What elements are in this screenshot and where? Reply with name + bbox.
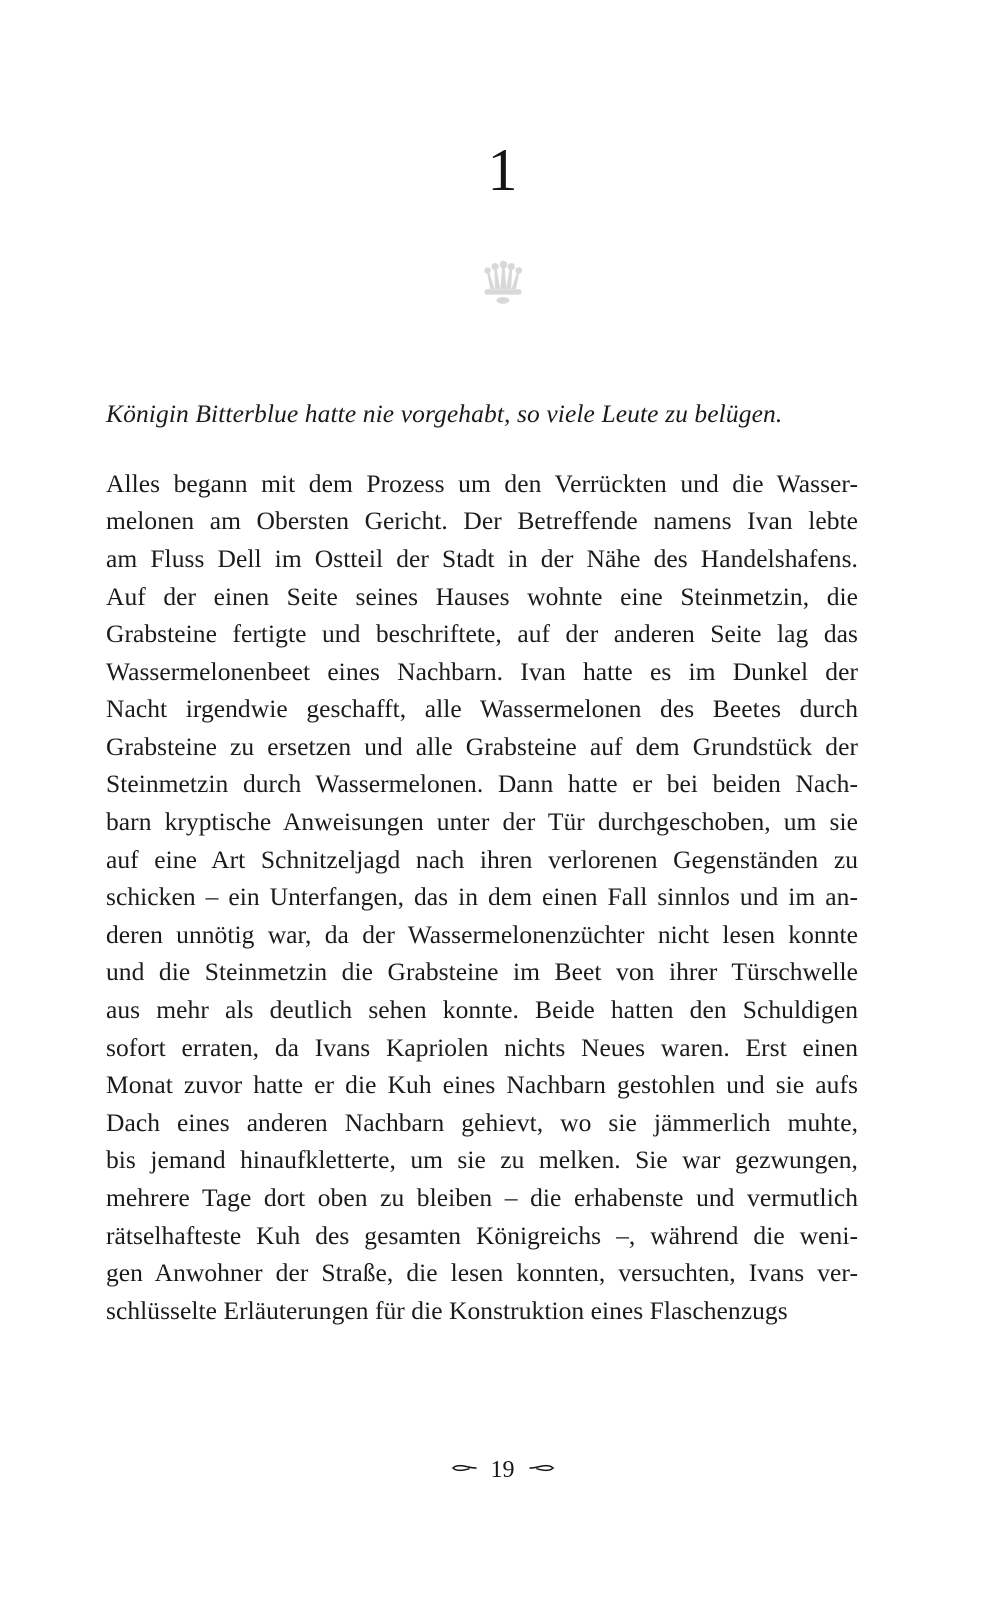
text-line: und die Steinmetzin die Grabsteine im Beet von ihrer Türschwelle [106, 957, 858, 987]
body-paragraph [106, 465, 858, 1330]
leaf-flourish-left-icon [451, 1461, 477, 1480]
text-line: Dach eines anderen Nachbarn gehievt, wo sie jämmerlich muhte, [106, 1107, 858, 1137]
crown-ornament [0, 252, 1005, 308]
text-line: am Fluss Dell im Ostteil der Stadt in der Nähe des Handelshafens. [106, 543, 858, 573]
text-line: Alles begann mit dem Prozess um den Verrückten und die Wasser- [106, 468, 858, 498]
text-line: Nacht irgendwie geschafft, alle Wassermelonen des Beetes durch [106, 694, 858, 724]
chapter-header [0, 137, 1005, 308]
text-line: Grabsteine fertigte und beschriftete, auf der anderen Seite lag das [106, 619, 858, 649]
page-number: 19 [490, 1457, 515, 1483]
text-line: rätselhafteste Kuh des gesamten Königreichs –, während die weni- [106, 1220, 858, 1250]
text-line: Steinmetzin durch Wassermelonen. Dann hatte er bei beiden Nach- [106, 769, 858, 799]
text-line: auf eine Art Schnitzeljagd nach ihren verlorenen Gegenständen zu [106, 844, 858, 874]
text-line: sofort erraten, da Ivans Kapriolen nichts Neues waren. Erst einen [106, 1032, 858, 1062]
text-line: melonen am Obersten Gericht. Der Betreffende namens Ivan lebte [106, 506, 858, 536]
text-line: gen Anwohner der Straße, die lesen konnten, versuchten, Ivans ver- [106, 1258, 858, 1288]
text-line: Wassermelonenbeet eines Nachbarn. Ivan hatte es im Dunkel der [106, 656, 858, 686]
text-block [106, 395, 858, 1329]
text-line: aus mehr als deutlich sehen konnte. Beide hatten den Schuldigen [106, 995, 858, 1025]
page-footer [0, 1458, 1005, 1482]
text-line: deren unnötig war, da der Wassermelonenzüchter nicht lesen konnte [106, 919, 858, 949]
epigraph-line: Königin Bitterblue hatte nie vorgehabt, so viele Leute zu belügen. [106, 399, 783, 428]
text-line: barn kryptische Anweisungen unter der Tür durchgeschoben, um sie [106, 807, 858, 837]
leaf-flourish-right-icon [529, 1461, 555, 1480]
text-line: Auf der einen Seite seines Hauses wohnte eine Steinmetzin, die [106, 581, 858, 611]
chapter-number: 1 [487, 137, 518, 203]
text-line: bis jemand hinaufkletterte, um sie zu melken. Sie war gezwungen, [106, 1145, 858, 1175]
text-line: Monat zuvor hatte er die Kuh eines Nachbarn gestohlen und sie aufs [106, 1070, 858, 1100]
text-line: schlüsselte Erläuterungen für die Konstruktion eines Flaschenzugs [106, 1295, 788, 1325]
text-line: mehrere Tage dort oben zu bleiben – die erhabenste und vermutlich [106, 1183, 858, 1213]
text-line: schicken – ein Unterfangen, das in dem einen Fall sinnlos und im an- [106, 882, 858, 912]
text-line: Grabsteine zu ersetzen und alle Grabsteine auf dem Grundstück der [106, 731, 858, 761]
